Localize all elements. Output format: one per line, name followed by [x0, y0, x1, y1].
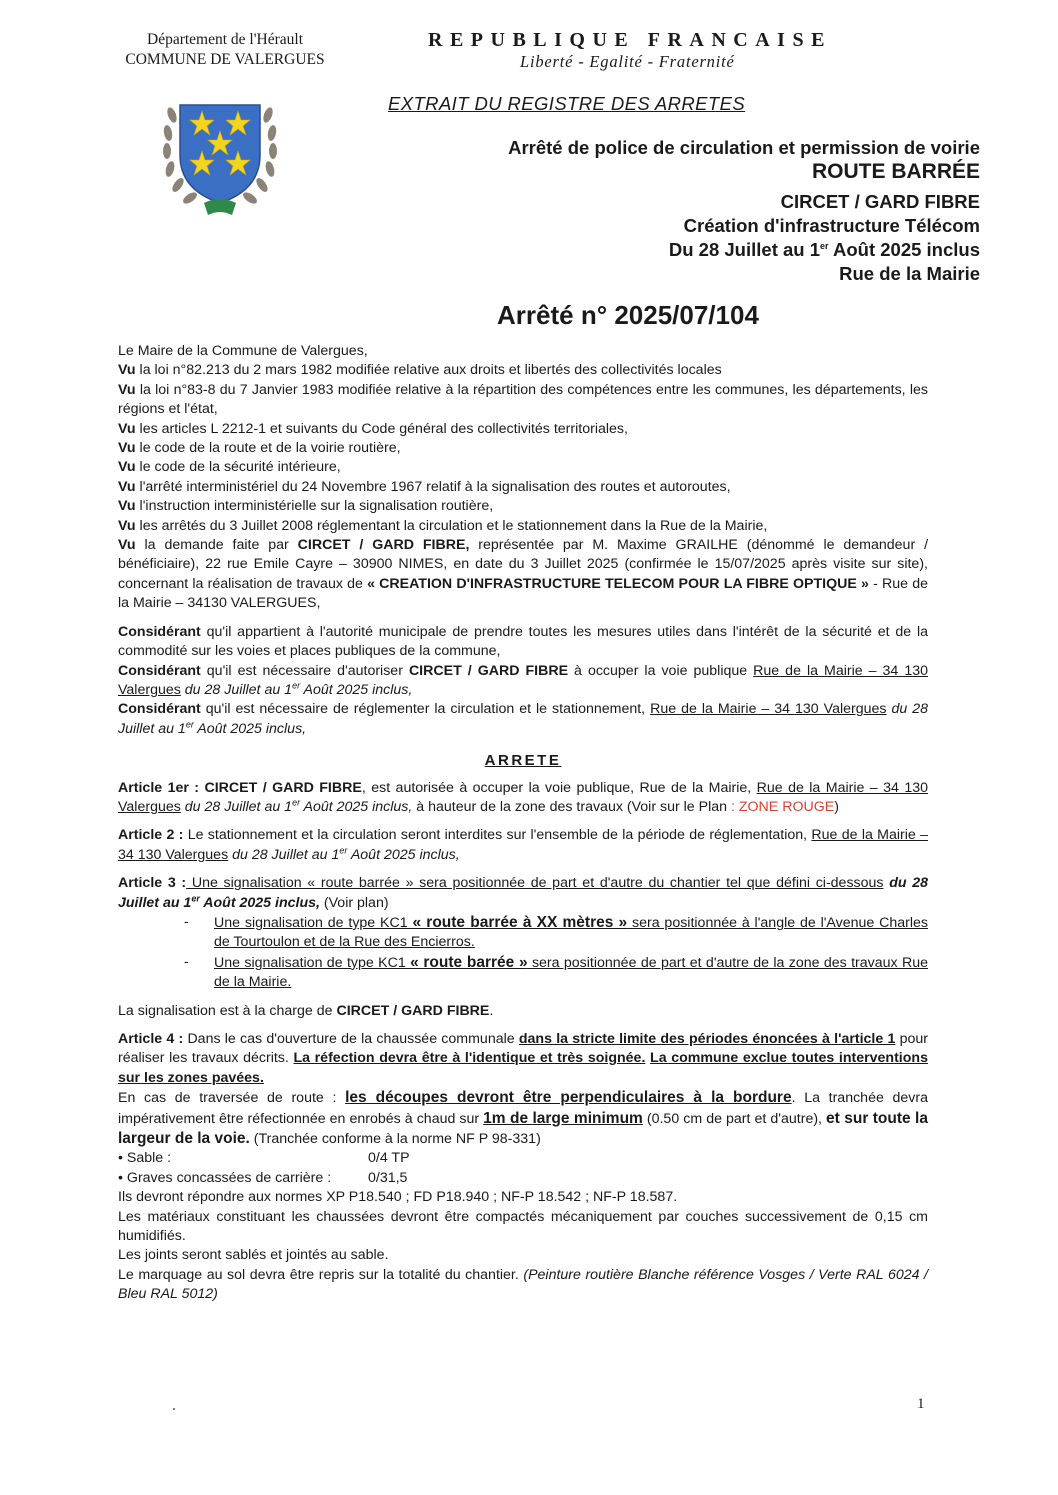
vu-clause: Vu la demande faite par CIRCET / GARD FIBRE, représentée par M. Maxime GRAILHE (dénommé le demandeur / bénéficiaire), 22 rue Emile Cayre – 30900 NIMES, en date du 3 Juillet 2025 (confirmée le 15/07/2025 après visite sur site), concernant la réalisation de travaux de « CREATION D'INFRASTRUCTURE TELECOM POUR LA FIBRE OPTIQUE » - Rue de la Mairie – 34130 VALERGUES,	[118, 537, 929, 612]
joints-text: Les joints seront sablés et jointés au sable.	[118, 1247, 389, 1264]
arrete-title: ARRETE	[484, 752, 562, 770]
vu-clause: Vu la loi n°83-8 du 7 Janvier 1983 modifiée relative à la répartition des compétences entre les communes, les départements, les régions et l'état,	[118, 381, 928, 418]
works-street: Rue de la Mairie	[839, 263, 980, 284]
coat-of-arms-icon	[160, 95, 280, 220]
article-1: Article 1er : CIRCET / GARD FIBRE, est autorisée à occuper la voie publique, Rue de la Mairie, Rue de la Mairie – 34 130 Valergues du 28 Juillet au 1er Août 2025 inclus, à hauteur de la zone des travaux (Voir sur le Plan : ZONE ROUGE)	[118, 779, 928, 815]
page-number: 1	[917, 1396, 925, 1412]
decree-subject: Arrêté de police de circulation et permission de voirie	[508, 137, 980, 158]
republic-title: REPUBLIQUE FRANCAISE	[428, 29, 832, 51]
register-extract-title: EXTRAIT DU REGISTRE DES ARRETES	[388, 93, 746, 114]
road-closed-title: ROUTE BARRÉE	[811, 160, 980, 183]
material-row: • Graves concassées de carrière : 0/31,5	[118, 1169, 408, 1186]
road-crossing-rules: En cas de traversée de route : les découpes devront être perpendiculaires à la bordure. La tranchée devra impérativement être réfectionnée en enrobés à chaud sur 1m de large minimum (0.50 cm de part et d'autre), et sur toute la largeur de la voie. (Tranchée conforme à la norme NF P 98-331)	[118, 1089, 929, 1148]
article-2: Article 2 : Le stationnement et la circulation seront interdites sur l'ensemble de la période de réglementation, Rue de la Mairie – 34 130 Valergues du 28 Juillet au 1er Août 2025 inclus,	[118, 827, 929, 863]
vu-clause: Vu les arrêtés du 3 Juillet 2008 réglementant la circulation et le stationnement dans la Rue de la Mairie,	[118, 517, 768, 534]
company-name: CIRCET / GARD FIBRE	[780, 191, 980, 212]
vu-clause: Vu la loi n°82.213 du 2 mars 1982 modifiée relative aux droits et libertés des collectivités locales	[118, 362, 722, 379]
vu-clause: Vu le code de la route et de la voirie routière,	[118, 440, 401, 457]
article-4: Article 4 : Dans le cas d'ouverture de la chaussée communale dans la stricte limite des périodes énoncées à l'article 1 pour réaliser les travaux décrits. La réfection devra être à l'identique et très soignée. La commune exclue toutes interventions sur les zones pavées.	[118, 1031, 928, 1086]
signage-item: - Une signalisation de type KC1 « route barrée » sera positionnée de part et d'autre de la zone des travaux Rue de la Mairie.	[184, 953, 928, 991]
department-header	[100, 30, 350, 70]
considerant-clause: Considérant qu'il appartient à l'autorité municipale de prendre toutes les mesures utiles dans l'intérêt de la sécurité et de la commodité sur les voies et places publiques de la commune,	[118, 623, 928, 660]
considerant-clause: Considérant qu'il est nécessaire de réglementer la circulation et le stationnement, Rue de la Mairie – 34 130 Valergues du 28 Juillet au 1er Août 2025 inclus,	[118, 701, 928, 737]
vu-clause: Vu l'arrêté interministériel du 24 Novembre 1967 relatif à la signalisation des routes et autoroutes,	[118, 478, 731, 495]
commune-name: COMMUNE DE VALERGUES	[125, 51, 325, 68]
material-row: • Sable : 0/4 TP	[118, 1150, 410, 1167]
scan-speck	[173, 1408, 175, 1410]
signage-item: - Une signalisation de type KC1 « route barrée à XX mètres » sera positionnée à l'angle de l'Avenue Charles de Tourtoulon et de la Rue des Encierros.	[184, 913, 929, 951]
decree-number: Arrêté n° 2025/07/104	[497, 300, 759, 330]
works-description: Création d'infrastructure Télécom	[683, 215, 980, 236]
works-period: Du 28 Juillet au 1er Août 2025 inclus	[668, 239, 980, 260]
vu-clause: Vu l'instruction interministérielle sur la signalisation routière,	[118, 498, 494, 515]
considerant-clause: Considérant qu'il est nécessaire d'autoriser CIRCET / GARD FIBRE à occuper la voie publique Rue de la Mairie – 34 130 Valergues du 28 Juillet au 1er Août 2025 inclus,	[118, 662, 928, 698]
article-3: Article 3 : Une signalisation « route barrée » sera positionnée de part et d'autre du chantier tel que défini ci-dessous du 28 Juillet au 1er Août 2025 inclus, (Voir plan)	[118, 875, 928, 911]
republic-motto: Liberté - Egalité - Fraternité	[520, 52, 735, 71]
vu-clause: Vu les articles L 2212-1 et suivants du Code général des collectivités territoriales,	[118, 420, 628, 437]
department-name: Département de l'Hérault	[147, 31, 303, 48]
norms-text: Ils devront répondre aux normes XP P18.540 ; FD P18.940 ; NF-P 18.542 ; NF-P 18.587.	[118, 1189, 678, 1206]
signage-charge: La signalisation est à la charge de CIRCET / GARD FIBRE.	[118, 1002, 494, 1019]
mayor-intro: Le Maire de la Commune de Valergues,	[118, 343, 368, 359]
marking-text: Le marquage au sol devra être repris sur la totalité du chantier. (Peinture routière Blanche référence Vosges / Verte RAL 6024 / Bleu RAL 5012)	[118, 1266, 928, 1303]
vu-clause: Vu le code de la sécurité intérieure,	[118, 459, 341, 476]
compaction-text: Les matériaux constituant les chaussées devront être compactés mécaniquement par couches successivement de 0,15 cm humidifiés.	[118, 1208, 928, 1245]
document-body	[118, 342, 928, 1305]
